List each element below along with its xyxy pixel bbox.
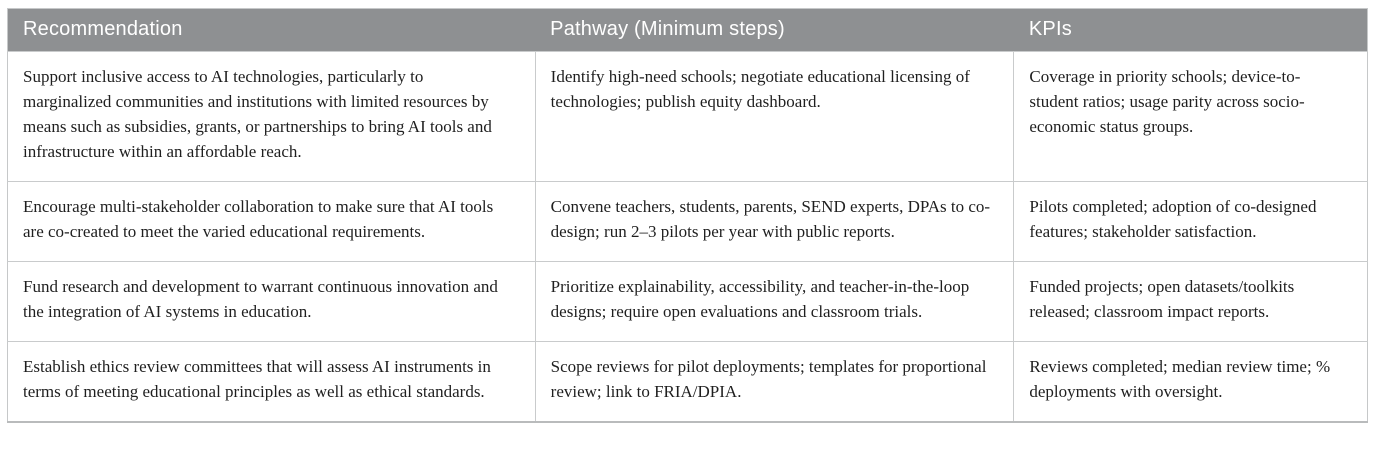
cell-recommendation: Fund research and development to warrant continuous innovation and the integration of AI systems in education.: [8, 261, 536, 341]
cell-pathway: Convene teachers, students, parents, SEND experts, DPAs to co-design; run 2–3 pilots per year with public reports.: [535, 181, 1014, 261]
cell-kpis: Reviews completed; median review time; % deployments with oversight.: [1014, 341, 1368, 421]
cell-recommendation: Establish ethics review committees that will assess AI instruments in terms of meeting educational principles as well as ethical standards.: [8, 341, 536, 421]
cell-pathway: Prioritize explainability, accessibility, and teacher-in-the-loop designs; require open evaluations and classroom trials.: [535, 261, 1014, 341]
table-row: [8, 341, 1368, 421]
cell-recommendation: Support inclusive access to AI technologies, particularly to marginalized communities and institutions with limited resources by means such as subsidies, grants, or partnerships to bring AI tools and infrastructure within an affordable reach.: [8, 52, 536, 182]
header-cell-kpis: KPIs: [1014, 9, 1368, 52]
table-row: [8, 52, 1368, 182]
cell-pathway: Scope reviews for pilot deployments; templates for proportional review; link to FRIA/DPIA.: [535, 341, 1014, 421]
cell-recommendation: Encourage multi-stakeholder collaboration to make sure that AI tools are co-created to meet the varied educational requirements.: [8, 181, 536, 261]
cell-kpis: Pilots completed; adoption of co-designed features; stakeholder satisfaction.: [1014, 181, 1368, 261]
table-header: [8, 9, 1368, 52]
cell-kpis: Coverage in priority schools; device-to-student ratios; usage parity across socio-economic status groups.: [1014, 52, 1368, 182]
cell-kpis: Funded projects; open datasets/toolkits released; classroom impact reports.: [1014, 261, 1368, 341]
cell-pathway: Identify high-need schools; negotiate educational licensing of technologies; publish equity dashboard.: [535, 52, 1014, 182]
table-row: [8, 181, 1368, 261]
header-row: [8, 9, 1368, 52]
header-cell-pathway: Pathway (Minimum steps): [535, 9, 1014, 52]
header-cell-recommendation: Recommendation: [8, 9, 536, 52]
recommendations-table: [7, 8, 1368, 423]
table-body: [8, 52, 1368, 422]
table-row: [8, 261, 1368, 341]
